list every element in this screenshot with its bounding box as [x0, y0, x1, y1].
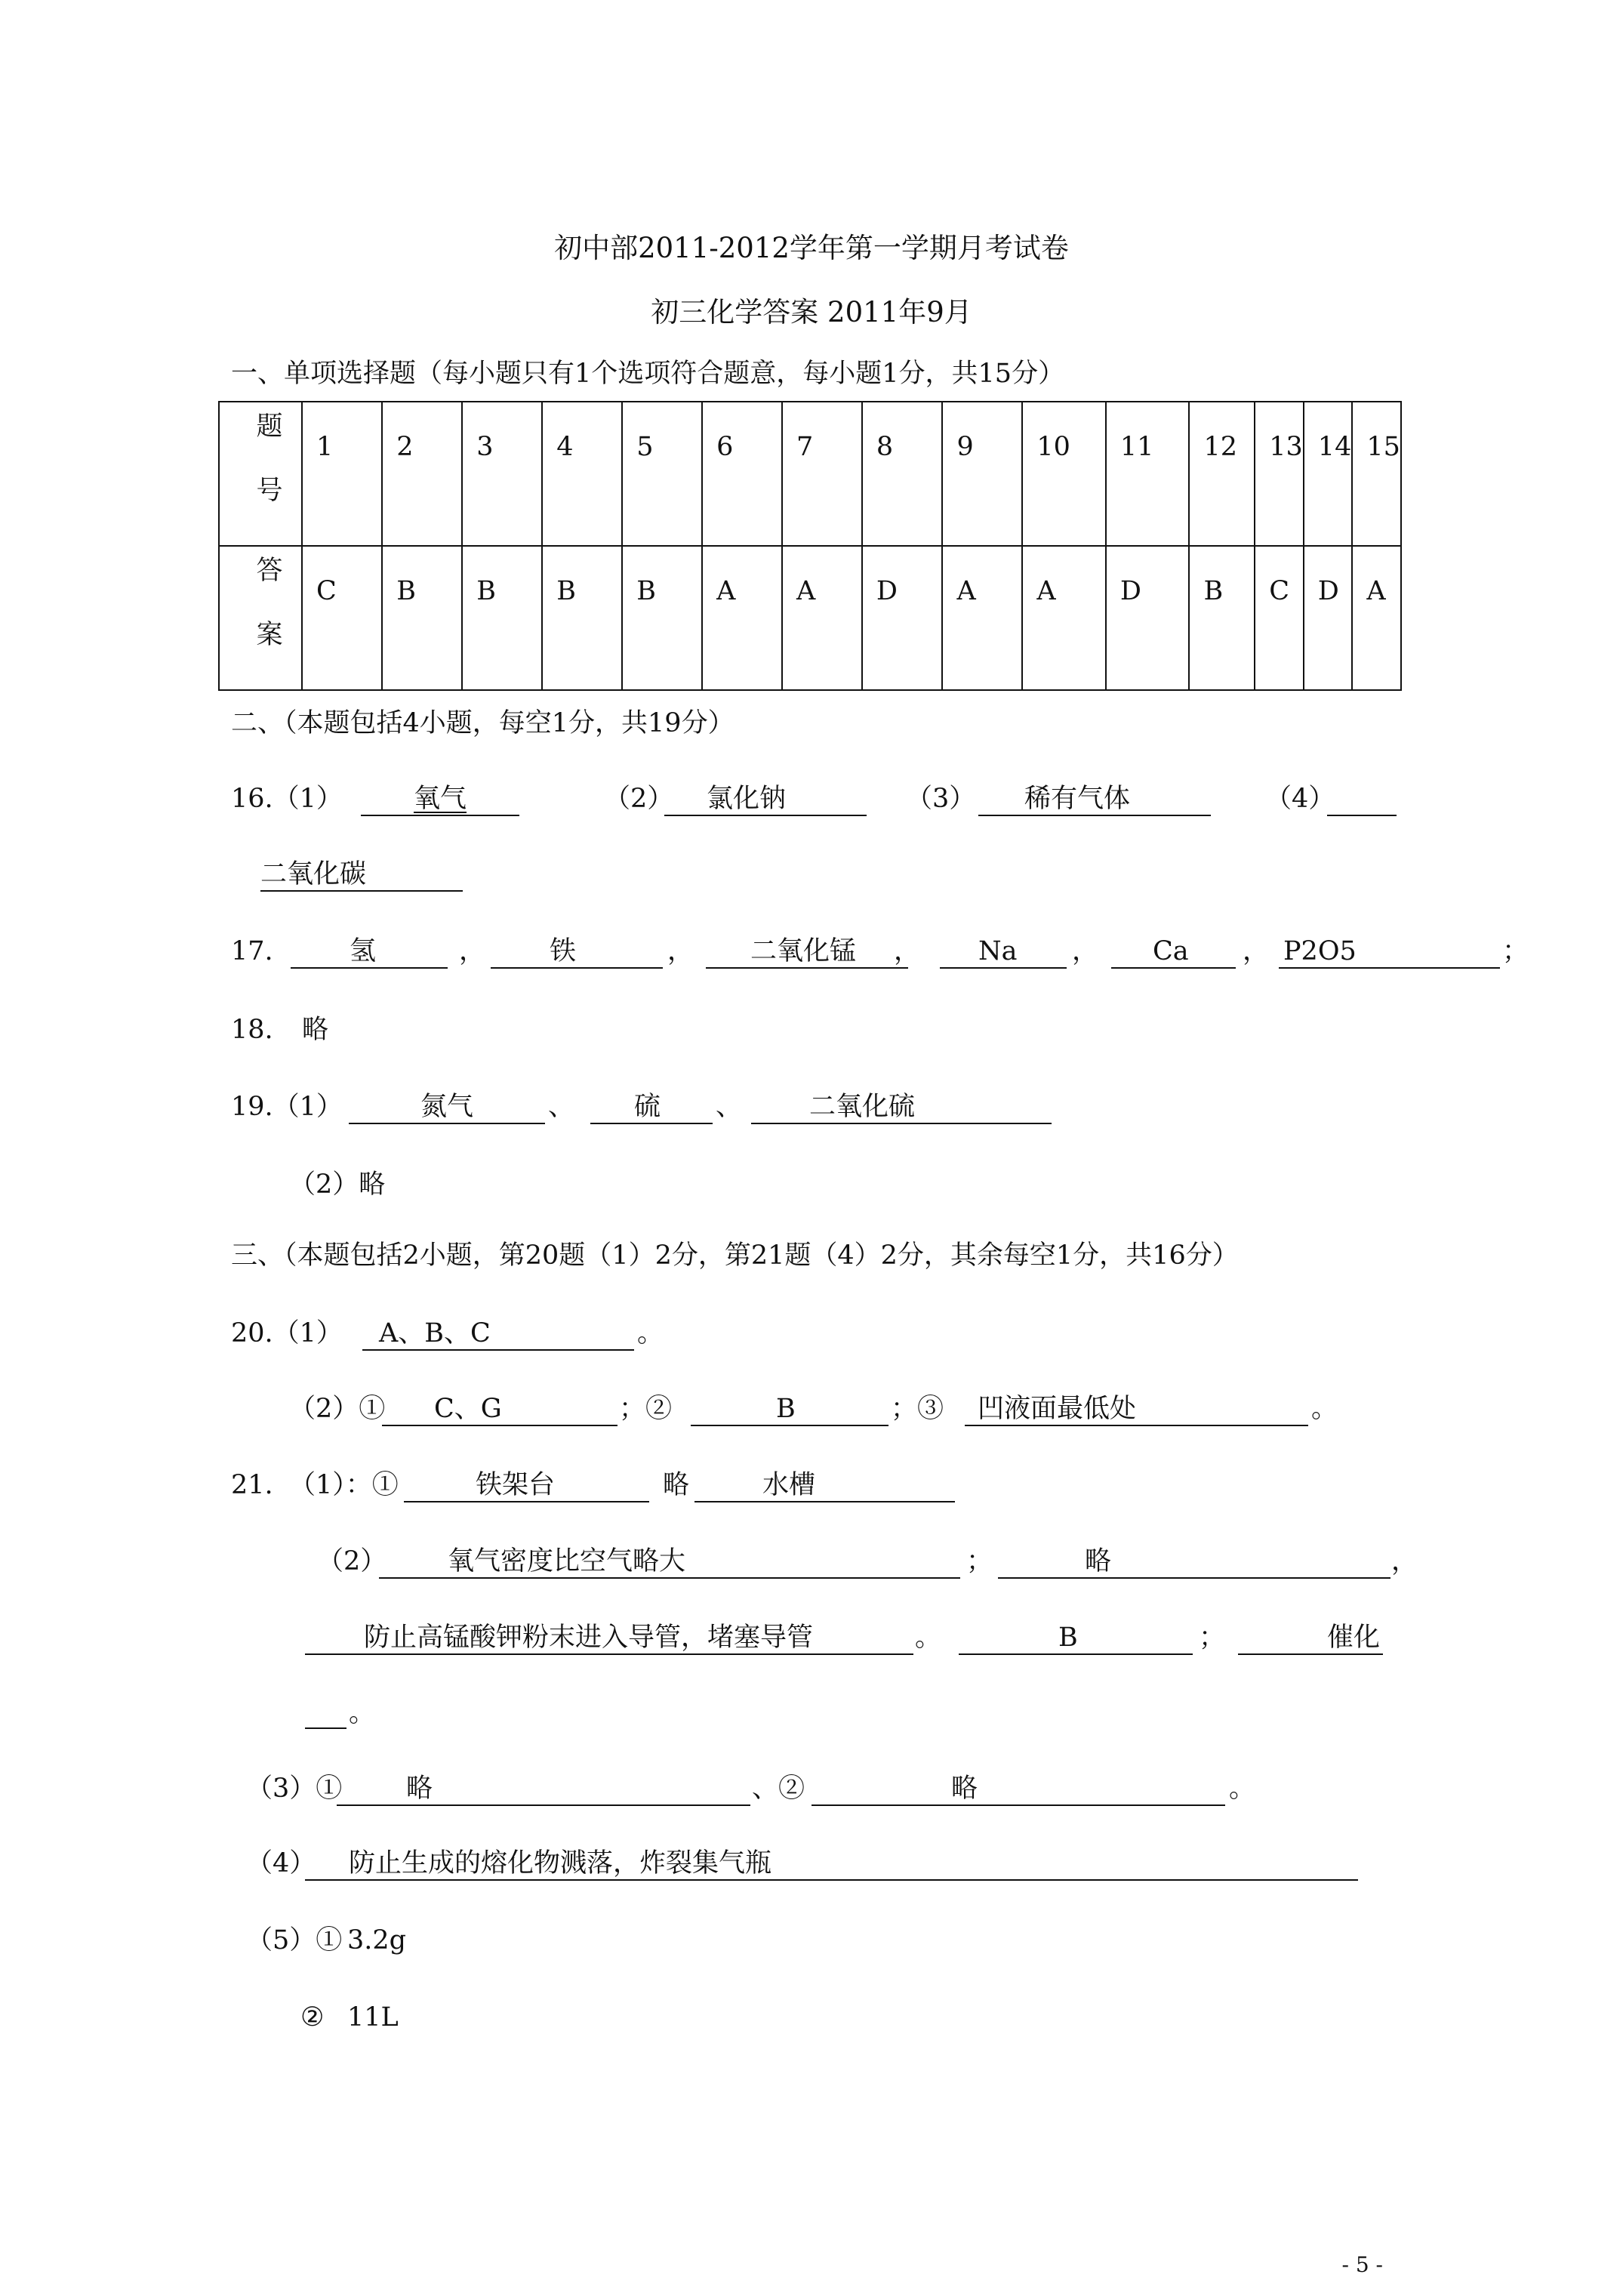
q21-comma: ， [1391, 1546, 1418, 1576]
q21-answer-3: 氧气密度比空气略大 [448, 1546, 686, 1576]
q16-part-3: （3） [906, 784, 976, 814]
q21-circle-2: 略 [663, 1470, 690, 1500]
underline [260, 889, 463, 892]
underline [812, 1804, 1225, 1806]
q21-part-2: （2） [317, 1546, 387, 1576]
q21-answer-7: 催化 [1327, 1623, 1381, 1653]
underline [691, 1424, 888, 1426]
underline [349, 1122, 545, 1124]
table-cell: C [1255, 546, 1304, 690]
table-row-numbers [219, 402, 1401, 546]
underline [337, 1804, 750, 1806]
q19-answer-2: 硫 [634, 1092, 661, 1122]
table-cell: B [382, 546, 462, 690]
q21-period: 。 [915, 1623, 942, 1653]
underline [1111, 966, 1236, 969]
table-cell: 12 [1189, 402, 1255, 546]
q17-number: 17. [231, 936, 273, 966]
table-cell: 11 [1106, 402, 1190, 546]
table-cell: B [622, 546, 702, 690]
table-cell: A [702, 546, 782, 690]
section-1-heading: 一、单项选择题（每小题只有1个选项符合题意，每小题1分，共15分） [231, 359, 1065, 389]
q19-part-2: （2）略 [289, 1170, 386, 1200]
q21-end: 。 [349, 1698, 376, 1728]
underline [404, 1500, 649, 1502]
table-cell: A [1352, 546, 1401, 690]
underline [978, 814, 1211, 816]
answer-text: 氧气 [413, 784, 467, 814]
table-cell: 3 [462, 402, 542, 546]
answer-table [218, 401, 1402, 691]
table-cell: 4 [542, 402, 622, 546]
q21-answer-12: 11L [347, 2002, 399, 2032]
section-3-heading: 三、（本题包括2小题，第20题（1）2分，第21题（4）2分，其余每空1分，共16分） [231, 1240, 1239, 1271]
q20-answer-3: B [776, 1394, 796, 1424]
underline [1279, 966, 1500, 969]
underline [379, 1576, 960, 1579]
underline [362, 1348, 634, 1351]
q16-answer-3: 稀有气体 [1024, 784, 1131, 814]
q16-answer-4: 二氧化碳 [260, 859, 367, 889]
q17-answer-6: P2O5 [1283, 936, 1357, 966]
q21-sep: 、② [752, 1774, 805, 1804]
q16-answer-1 [361, 786, 519, 812]
q20-number: 20.（1） [231, 1318, 343, 1348]
underline [965, 1424, 1308, 1426]
q20-sep: ；③ [891, 1394, 944, 1424]
section-2-heading: 二、（本题包括4小题，每空1分，共19分） [231, 708, 735, 738]
q17-comma: ， [667, 936, 694, 966]
q20-answer-1: A、B、C [379, 1318, 491, 1348]
table-cell: 8 [862, 402, 943, 546]
q17-comma: ， [459, 936, 486, 966]
underline [382, 1424, 617, 1426]
q21-part-5: （5）① [246, 1925, 343, 1955]
q21-answer-9: 略 [951, 1774, 978, 1804]
underline [305, 1727, 346, 1729]
q18-answer: 略 [302, 1015, 329, 1045]
page-title: 初中部2011-2012学年第一学期月考试卷 [554, 232, 1069, 264]
table-cell: 10 [1022, 402, 1106, 546]
table-cell: A [942, 546, 1022, 690]
underline [291, 966, 448, 969]
table-cell: D [862, 546, 943, 690]
q21-answer-5: 防止高锰酸钾粉末进入导管，堵塞导管 [364, 1623, 814, 1653]
page-subtitle: 初三化学答案 2011年9月 [651, 296, 972, 328]
q17-comma: ， [1072, 936, 1099, 966]
table-cell: A [782, 546, 862, 690]
q20-end: 。 [1311, 1394, 1338, 1424]
table-row-answers [219, 546, 1401, 690]
underline [491, 966, 663, 969]
q21-answer-8: 略 [406, 1774, 433, 1804]
q21-part-5b: ② [300, 2002, 325, 2032]
underline [998, 1576, 1390, 1579]
q17-comma: ， [894, 936, 921, 966]
table-cell: B [1189, 546, 1255, 690]
q21-semicolon: ； [1199, 1623, 1226, 1653]
q19-number: 19.（1） [231, 1092, 343, 1122]
q17-comma: ， [1243, 936, 1270, 966]
q20-answer-2: C、G [434, 1394, 502, 1424]
table-cell: 14 [1304, 402, 1353, 546]
underline [305, 1878, 1358, 1881]
page-number: - 5 - [1341, 2252, 1383, 2277]
q21-answer-11: 3.2g [347, 1925, 407, 1955]
table-cell: D [1106, 546, 1190, 690]
table-cell: 1 [302, 402, 382, 546]
q21-part-4: （4） [246, 1848, 316, 1878]
q17-answer-2: 铁 [550, 936, 577, 966]
q21-end: 。 [1229, 1774, 1256, 1804]
underline [1327, 814, 1397, 816]
underline [1238, 1653, 1383, 1655]
q17-answer-4: Na [978, 936, 1018, 966]
underline [361, 814, 519, 816]
q19-answer-3: 二氧化硫 [809, 1092, 916, 1122]
underline [590, 1122, 713, 1124]
underline [751, 1122, 1052, 1124]
underline [959, 1653, 1193, 1655]
q21-answer-10: 防止生成的熔化物溅落，炸裂集气瓶 [349, 1848, 772, 1878]
q21-answer-6: B [1058, 1623, 1078, 1653]
q21-number: 21. [231, 1470, 273, 1500]
underline [706, 966, 908, 969]
underline [940, 966, 1067, 969]
table-cell: 6 [702, 402, 782, 546]
q17-end: ； [1502, 936, 1529, 966]
table-cell: A [1022, 546, 1106, 690]
underline [305, 1653, 913, 1655]
q20-sep: ；② [619, 1394, 673, 1424]
underline [694, 1500, 955, 1502]
underline [664, 814, 867, 816]
q19-sep: 、 [716, 1092, 743, 1122]
table-cell: 13 [1255, 402, 1304, 546]
row-label-text: 答案 [252, 556, 282, 684]
q20-part-2: （2）① [289, 1394, 386, 1424]
table-cell: 15 [1352, 402, 1401, 546]
q16-answer-2: 氯化钠 [707, 784, 787, 814]
table-cell: 7 [782, 402, 862, 546]
table-cell: 9 [942, 402, 1022, 546]
table-cell: B [462, 546, 542, 690]
table-cell: D [1304, 546, 1353, 690]
table-cell: C [302, 546, 382, 690]
q17-answer-3: 二氧化锰 [750, 936, 857, 966]
q21-semicolon: ； [966, 1546, 993, 1576]
q18-number: 18. [231, 1015, 273, 1045]
q21-part-1: （1）：① [289, 1470, 399, 1500]
q16-part-2: （2） [604, 784, 674, 814]
row-label-text: 题号 [252, 411, 282, 540]
q20-end: 。 [637, 1318, 664, 1348]
q21-part-3: （3）① [246, 1774, 343, 1804]
table-cell: 5 [622, 402, 702, 546]
q19-answer-1: 氮气 [420, 1092, 474, 1122]
q16-number: 16.（1） [231, 784, 343, 814]
q21-answer-1: 铁架台 [476, 1470, 556, 1500]
row-label-answer [219, 546, 302, 690]
q21-answer-4: 略 [1085, 1546, 1112, 1576]
q17-answer-5: Ca [1153, 936, 1189, 966]
q20-answer-4: 凹液面最低处 [978, 1394, 1137, 1424]
q17-answer-1: 氢 [350, 936, 377, 966]
q19-sep: 、 [548, 1092, 575, 1122]
q21-answer-2: 水槽 [762, 1470, 816, 1500]
table-cell: 2 [382, 402, 462, 546]
row-label-number [219, 402, 302, 546]
table-cell: B [542, 546, 622, 690]
q16-part-4: （4） [1265, 784, 1335, 814]
